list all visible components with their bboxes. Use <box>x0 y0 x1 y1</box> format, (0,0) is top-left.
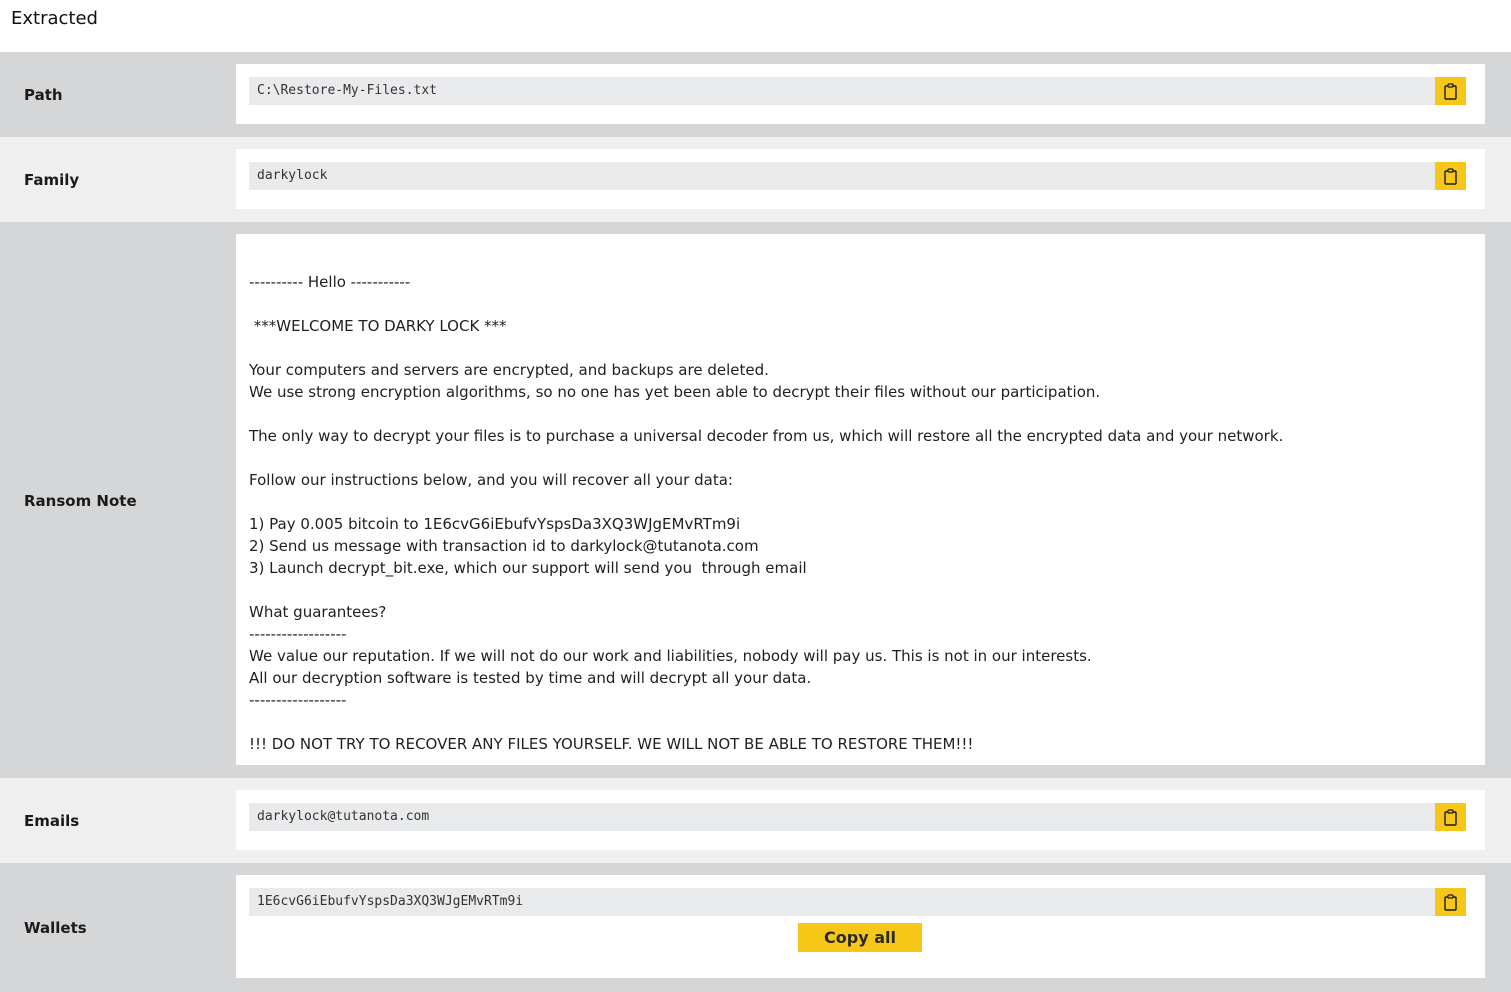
page-title: Extracted <box>11 8 98 29</box>
family-row <box>0 137 1511 222</box>
clipboard-icon <box>1444 809 1457 826</box>
emails-value[interactable]: darkylock@tutanota.com <box>257 809 430 824</box>
wallets-field[interactable] <box>249 888 1466 916</box>
copy-path-button[interactable] <box>1435 77 1466 105</box>
clipboard-icon <box>1444 83 1457 100</box>
ransom-note-box <box>236 234 1485 765</box>
path-label: Path <box>24 86 63 104</box>
emails-label: Emails <box>24 812 80 830</box>
family-field[interactable] <box>249 162 1466 190</box>
wallets-row <box>0 863 1511 992</box>
clipboard-icon <box>1444 168 1457 185</box>
path-box <box>236 64 1485 124</box>
family-value[interactable]: darkylock <box>257 168 328 183</box>
copy-family-button[interactable] <box>1435 162 1466 190</box>
copy-all-button[interactable]: Copy all <box>798 923 922 952</box>
path-field[interactable] <box>249 77 1466 105</box>
family-box <box>236 149 1485 209</box>
path-row <box>0 52 1511 137</box>
emails-field[interactable] <box>249 803 1466 831</box>
ransom-note-row <box>0 222 1511 778</box>
emails-row <box>0 778 1511 863</box>
ransom-note-text[interactable]: ---------- Hello ----------- ***WELCOME TO DARKY LOCK *** Your computers and servers are encrypted, and backups are deleted. We use strong encryption algorithms, so no one has yet been able to decrypt their files without our participation. The only way to decrypt your files is to purchase a universal decoder from us, which will restore all the encrypted data and your network. Follow our instructions below, and you will recover all your data: 1) Pay 0.005 bitcoin to 1E6cvG6iEbufvYspsDa3XQ3WJgEMvRTm9i 2) Send us message with transaction id to darkylock@tutanota.com 3) Launch decrypt_bit.exe, which our support will send you through email What guarantees? ------------------ We value our reputation. If we will not do our work and liabilities, nobody will pay us. This is not in our interests. All our decryption software is tested by time and will decrypt all your data. ------------------ !!! DO NOT TRY TO RECOVER ANY FILES YOURSELF. WE WILL NOT BE ABLE TO RESTORE THEM!!! <box>249 273 1284 753</box>
wallets-label: Wallets <box>24 919 87 937</box>
copy-wallets-button[interactable] <box>1435 888 1466 916</box>
copy-emails-button[interactable] <box>1435 803 1466 831</box>
wallets-box <box>236 875 1485 978</box>
clipboard-icon <box>1444 894 1457 911</box>
emails-box <box>236 790 1485 850</box>
wallets-value[interactable]: 1E6cvG6iEbufvYspsDa3XQ3WJgEMvRTm9i <box>257 894 524 909</box>
ransom-note-label: Ransom Note <box>24 492 137 510</box>
family-label: Family <box>24 171 80 189</box>
path-value[interactable]: C:\Restore-My-Files.txt <box>257 83 438 98</box>
